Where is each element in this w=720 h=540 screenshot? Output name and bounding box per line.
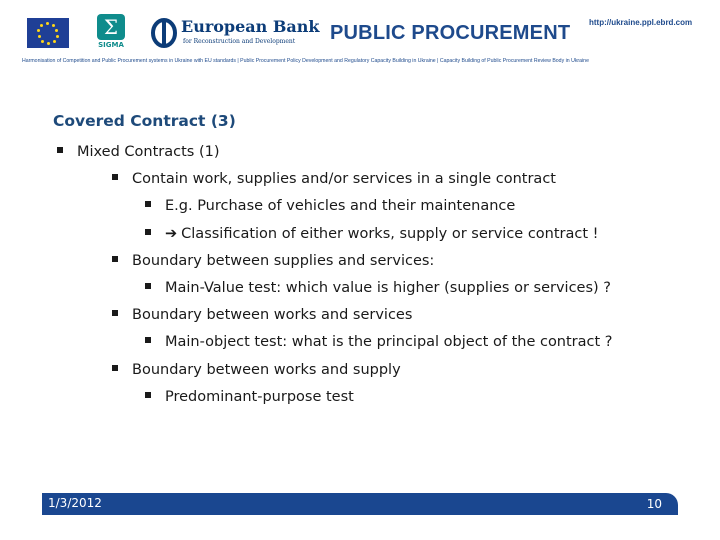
bullet-marker — [145, 392, 151, 398]
arrow-icon: ➔ — [165, 226, 178, 242]
bullet-text: Boundary between works and supply — [132, 362, 401, 378]
banner-tagline: Harmonisation of Competition and Public Procurement systems in Ukraine with EU standards | Public Procurement Policy Development and Regulatory Capacity Building in Ukraine | Capacity Building of Public Procurement Review Body in Ukraine — [22, 58, 589, 64]
bullet-item — [112, 362, 401, 378]
sigma-icon: Σ — [97, 14, 125, 40]
ebrd-logo-icon — [150, 18, 178, 48]
bullet-text: Boundary between supplies and services: — [132, 253, 435, 269]
bullet-text: Main-Value test: which value is higher (supplies or services) ? — [165, 280, 611, 296]
bullet-item — [145, 226, 598, 242]
page-number: 10 — [646, 497, 662, 511]
footer-bar — [42, 493, 678, 515]
eu-flag-icon — [27, 18, 69, 48]
bullet-text: Main-object test: what is the principal object of the contract ? — [165, 334, 613, 350]
sigma-logo — [93, 14, 129, 54]
footer-date: 1/3/2012 — [48, 496, 102, 510]
slide-title: Covered Contract (3) — [53, 112, 236, 130]
bullet-item — [112, 307, 412, 323]
bullet-item — [145, 280, 611, 296]
bullet-item — [112, 253, 434, 269]
bullet-marker — [145, 201, 151, 207]
bullet-marker — [145, 337, 151, 343]
ebrd-name: European Bank — [181, 17, 320, 36]
bullet-text: Predominant-purpose test — [165, 389, 354, 405]
bullet-text: Contain work, supplies and/or services in a single contract — [132, 171, 556, 187]
project-url[interactable]: http://ukraine.ppl.ebrd.com — [589, 18, 693, 27]
bullet-marker — [112, 174, 118, 180]
bullet-marker — [57, 147, 63, 153]
bullet-item — [145, 334, 613, 350]
bullet-text: Classification of either works, supply or service contract ! — [181, 226, 599, 242]
header-banner — [0, 0, 720, 70]
banner-title: PUBLIC PROCUREMENT — [330, 22, 571, 44]
bullet-marker — [112, 256, 118, 262]
bullet-marker — [145, 283, 151, 289]
bullet-item — [112, 171, 556, 187]
bullet-item — [57, 144, 220, 160]
sigma-label: SIGMA — [98, 41, 124, 49]
bullet-item — [145, 389, 354, 405]
bullet-text: Boundary between works and services — [132, 307, 413, 323]
ebrd-subtitle: for Reconstruction and Development — [183, 38, 296, 45]
bullet-text: E.g. Purchase of vehicles and their maintenance — [165, 198, 516, 214]
bullet-marker — [112, 310, 118, 316]
bullet-item — [145, 198, 515, 214]
bullet-text: Mixed Contracts (1) — [77, 144, 220, 160]
bullet-marker — [112, 365, 118, 371]
bullet-marker — [145, 229, 151, 235]
